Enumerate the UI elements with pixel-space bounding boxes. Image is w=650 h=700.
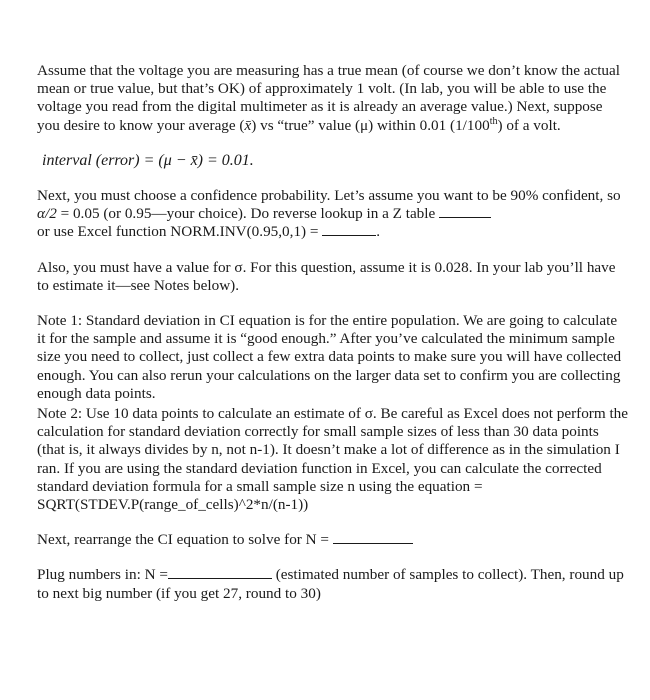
intro-text-1: Assume that the voltage you are measuring has a true mean (of course we don’t know the actual mean or true value, but that’s OK) of approximately 1 volt. (In lab, you will be able to use the voltage you read from the digital multimeter as it is already an average value.) Next, suppose you desire to know your average (	[37, 62, 620, 134]
confidence-text-3: or use Excel function NORM.INV(0.95,0,1) =	[37, 223, 319, 241]
rearrange-text: Next, rearrange the CI equation to solve for N =	[37, 531, 329, 549]
note-1: Note 1: Standard deviation in CI equation is for the entire population. We are going to calculate it for the sample and assume it is “good enough.” After you’ve calculated the minimum sample size you need to collect, just collect a few extra data points to make sure you will have collected enough. You can also rerun your calculations on the larger data set to confirm you are collecting enough data points.	[37, 312, 622, 402]
solve-n-blank[interactable]	[333, 531, 413, 544]
intro-paragraph	[37, 62, 629, 135]
plug-text-2: (estimated number of samples to collect). Then, round up to next big number (if you get 27, round to 30)	[37, 566, 624, 602]
note-2: Note 2: Use 10 data points to calculate an estimate of σ. Be careful as Excel does not perform the calculation for standard deviation correctly for small sample sizes of less than 30 data points (that is, it always divides by n, not n-1). It doesn’t make a lot of difference as in the simulation I ran. If you are using the standard deviation function in Excel, you can calculate the corrected standard deviation formula for a small sample size n using the equation = SQRT(STDEV.P(range_of_cells)^2*n/(n-1))	[37, 405, 629, 514]
alpha-half-symbol: α/2	[37, 205, 57, 223]
confidence-paragraph	[37, 187, 629, 242]
sigma-paragraph: Also, you must have a value for σ. For this question, assume it is 0.028. In your lab you’ll have to estimate it—see Notes below).	[37, 258, 616, 294]
xbar-symbol: x̄	[244, 116, 252, 134]
interval-formula: interval (error) = (μ − x̄) = 0.01.	[42, 151, 254, 169]
n-value-blank[interactable]	[168, 566, 272, 579]
document-page	[37, 62, 629, 603]
confidence-text-2: = 0.05 (or 0.95—your choice). Do reverse lookup in a Z table	[56, 205, 436, 223]
confidence-period: .	[376, 223, 381, 241]
norm-inv-blank[interactable]	[322, 223, 376, 236]
plug-text-1: Plug numbers in: N =	[37, 566, 168, 584]
z-table-blank[interactable]	[439, 205, 491, 218]
plug-numbers-paragraph	[37, 566, 629, 602]
confidence-text-1: Next, you must choose a confidence probability. Let’s assume you want to be 90% confident, so	[37, 187, 621, 205]
intro-text-3: ) of a volt.	[497, 116, 561, 134]
rearrange-paragraph	[37, 531, 629, 549]
intro-text-2: ) vs “true” value (μ) within 0.01 (1/100	[251, 116, 490, 134]
superscript-th: th	[489, 115, 498, 127]
